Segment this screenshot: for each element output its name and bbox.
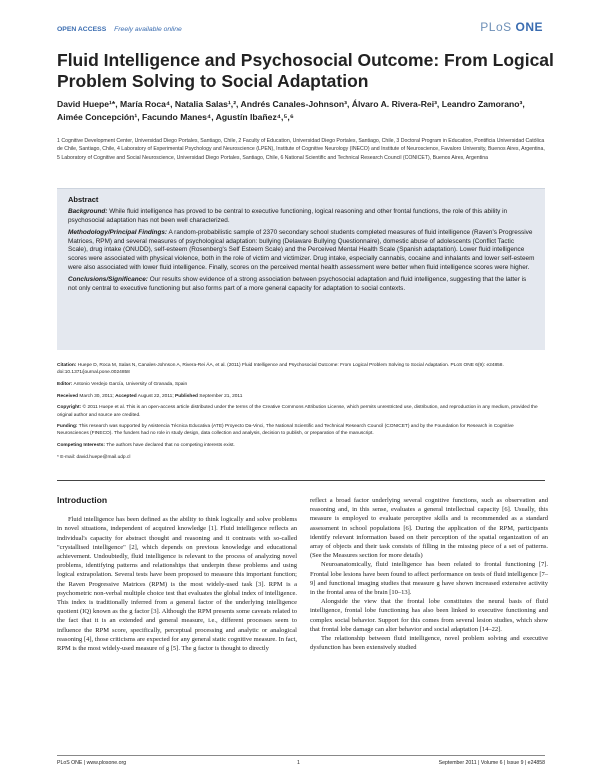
section-divider [57,480,545,481]
introduction-heading: Introduction [57,495,108,505]
abstract-conclusions [68,276,535,293]
methodology-label: Methodology/Principal Findings: [68,229,168,237]
abstract-background [68,208,535,225]
competing-interests: Competing Interests: The authors have declared that no competing interests exist. [57,443,235,449]
conclusions-text: Our results show evidence of a strong association between psychosocial adaptation and fluid intelligence, suggesting that the latter is not only central to executive functioning but also forms part of a more general capacity for adaptation to social contexts. [68,276,527,292]
abstract-methodology [68,229,535,272]
author-list: David Huepe¹*, María Roca⁴, Natalia Salas¹,², Andrés Canales-Johnson³, Álvaro A. Rivera-Rei³, Leandro Zamorano³, Aimée Concepción¹, Facundo Manes⁴, Agustín Ibañez⁴,⁵,⁶ [57,99,525,122]
background-label: Background: [68,208,108,215]
conclusions-label: Conclusions/Significance: [68,276,148,284]
copyright: Copyright: © 2011 Huepe et al. This is an open-access article distributed under the terms of the Creative Commons Attribution License, which permits unrestricted use, distribution, and reproduction in any medium, provided the original author and source are credited. [57,405,538,418]
article-title: Fluid Intelligence and Psychosocial Outcome: From Logical Problem Solving to Social Adaptation [57,50,554,91]
intro-paragraph: reflect a broad factor underlying several cognitive functions, such as observation and reasoning and, in this sense, evaluates a general intellectual capacity [6]. Usually, this measure is employed to evaluate perceptive skills and is recommended as a standard assessment in school populations [6]. During the application of the RPM, participants identify relevant information based on their perception of the spatial organization of an array of objects and their task consists of filling in the missing piece of a set of patterns. (See the Measures section for more details) [310,497,548,560]
email-link[interactable]: * E-mail: david.huepe@mail.udp.cl [57,454,131,460]
right-column [310,496,548,652]
affiliations: 1 Cognitive Development Center, Universidad Diego Portales, Santiago, Chile, 2 Faculty of Education, Universidad Diego Portales, Santiago, Chile, 3 Doctoral Program in Education, Pontificia Universidad Católica de Chile, Santiago, Chile, 4 Laboratory of Experimental Psychology and Neuroscience (LPEN), Institute of Cognitive Neurology (INECO) and Institute of Neuroscience, Favaloro University, Buenos Aires, Argentina, 5 Laboratory of Cognitive and Social Neuroscience, Universidad Diego Portales, Santiago, Chile, 6 National Scientific and Technical Research Council (CONICET), Buenos Aires, Argentina [57,138,545,161]
background-text: While fluid intelligence has proved to be central to executive functioning, logical reasoning and other frontal functions, the role of this ability in psychosocial adaptation has not been well characterized. [68,208,508,224]
freely-available-label: Freely available online [114,26,182,33]
article-metadata [57,362,545,466]
open-access-banner [57,26,182,33]
intro-paragraph: Fluid intelligence has been defined as the ability to think logically and solve problems in novel situations, independent of acquired knowledge [1]. Fluid intelligence reflects an individual's capacity for abstract thought and reasoning and it contrasts with so-called "crystallised intelligence" [2], which depends on previous knowledge and educational achievement. Undoubtedly, fluid intelligence is relevant to the process of analyzing novel problems, identifying patterns and relationships that underpin these problems and using logical extrapolation. Several tests have been proposed to measure this important function; the Raven Progressive Matrices (RPM) is the most widely-used task [3]. RPM is a psychometric non-verbal multiple choice test that evaluates the global index of intelligence. This index is traditionally inferred from a general factor of the underlying intelligence quotient (IQ) known as the g factor [3]. Although the RPM presents some caveats related to the fact that it is an extended and general measure, i.e., different processes seem to influence the RPM score, specifically, perceptual processing and analytic or analogical reasoning [4], those criticisms are expected for any general static cognitive measure. In fact, RPM is the most widely-used measure of g [5]. The g factor is thought to directly [57,516,297,653]
intro-paragraph: Neuroanatomically, fluid intelligence has been related to frontal functioning [7]. Frontal lobe lesions have been found to affect performance on tests of fluid intelligence [7–9] and functional imaging studies that measure g have shown increased extensive activity in the frontal area of the brain [10–13]. [310,561,548,597]
journal-logo-suffix: ONE [515,20,543,34]
abstract-box [57,188,545,350]
page-footer [57,755,545,766]
funding: Funding: This research was supported by Asistencia Técnica Educativa (ATE) Proyecto Da-Vinci, The National Scientific and Technical Research Council (CONICET) and by the Foundation for Research in Cognitive Neurosciences (FINECO). The funders had no role in study design, data collection and analysis, decision to publish, or preparation of the manuscript. [57,424,514,437]
page-number: 1 [297,760,300,766]
intro-paragraph: Alongside the view that the frontal lobe constitutes the neural basis of fluid intelligence, frontal lobe functioning has also been linked to executive functioning and complex social behavior. Support for this comes from several lesion studies, which show that frontal lobe damage can alter behavior and social adaptation [14–22]. [310,598,548,633]
footer-issue-info: September 2011 | Volume 6 | Issue 9 | e24858 [438,760,545,766]
citation: Citation: Huepe D, Roca M, Salas N, Canales-Johnson A, Rivera-Rei ÁA, et al. (2011) Fluid Intelligence and Psychosocial Outcome: From Logical Problem Solving to Social Adaptation. PLoS ONE 6(9): e24858. doi:10.1371/journal.pone.0024858 [57,363,504,376]
methodology-text: A random-probabilistic sample of 2370 secondary school students completed measures of fluid intelligence (Raven's Progressive Matrices, RPM) and several measures of psychological adaptation: bullying (Delaware Bullying Questionnaire), domestic abuse of adolescents (Conflict Tactic Scale), drug intake (ONUDD), self-esteem (Rosenberg's Self Esteem Scale) and the Perceived Mental Health Scale (Spanish adaptation). Lower fluid intelligence scores were associated with physical violence, both in the role of victim and victimizer. Drug intake, especially cannabis, cocaine and inhalants and lower self-esteem were also associated with lower fluid intelligence. Finally, scores on the perceived mental health assessment were better when fluid intelligence scores were higher. [68,229,535,271]
editor: Editor: Antonio Verdejo García, University of Granada, Spain [57,381,188,387]
left-column [57,496,297,653]
abstract-heading: Abstract [68,195,99,204]
journal-logo-prefix: PLoS [480,20,512,34]
footer-journal-link[interactable]: PLoS ONE | www.plosone.org [57,760,127,766]
journal-logo [480,20,543,34]
dates: Received March 30, 2011; Accepted August 22, 2011; Published September 21, 2011 [57,393,243,399]
open-access-label: OPEN ACCESS [57,26,107,33]
intro-paragraph: The relationship between fluid intelligence, novel problem solving and executive dysfunction has been extensively studied [310,635,548,652]
